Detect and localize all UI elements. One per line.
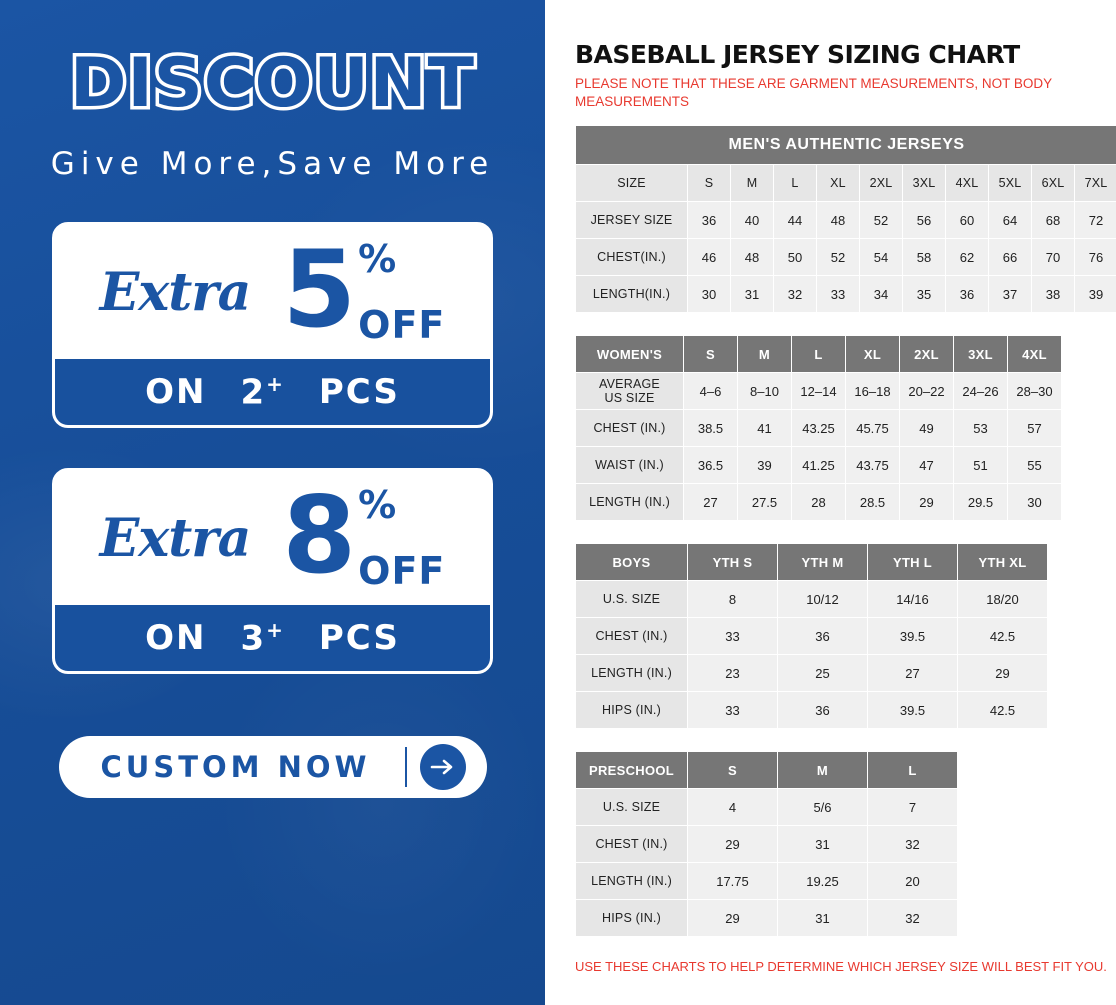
table-row-label: LENGTH (IN.)	[576, 484, 684, 521]
table-cell: 29	[958, 655, 1048, 692]
table-cell: 38.5	[684, 410, 738, 447]
table-row	[576, 789, 958, 826]
table-cell: 28–30	[1008, 373, 1062, 410]
table-cell: 45.75	[846, 410, 900, 447]
table-cell: 66	[989, 239, 1032, 276]
arrow-right-icon	[407, 744, 479, 790]
table-row-label: HIPS (IN.)	[576, 692, 688, 729]
table-row	[576, 655, 1048, 692]
table-cell: 51	[954, 447, 1008, 484]
table-row	[576, 410, 1062, 447]
offer-off-label: OFF	[358, 549, 446, 593]
offer-percent-symbol: %	[358, 483, 397, 527]
table-cell: 4–6	[684, 373, 738, 410]
sizing-table	[575, 543, 1048, 729]
table-cell: 56	[903, 202, 946, 239]
offer-card-bottom	[55, 605, 490, 671]
table-column-header: L	[774, 165, 817, 202]
table-cell: 33	[817, 276, 860, 313]
table-cell: 42.5	[958, 692, 1048, 729]
table-cell: 33	[688, 692, 778, 729]
table-cell: 46	[688, 239, 731, 276]
table-banner-row	[576, 126, 1116, 165]
table-cell: 42.5	[958, 618, 1048, 655]
table-cell: 47	[900, 447, 954, 484]
table-cell: 30	[1008, 484, 1062, 521]
table-cell: 36.5	[684, 447, 738, 484]
table-cell: 58	[903, 239, 946, 276]
table-cell: 31	[778, 900, 868, 937]
table-cell: 35	[903, 276, 946, 313]
table-cell: 5/6	[778, 789, 868, 826]
table-cell: 17.75	[688, 863, 778, 900]
table-cell: 72	[1075, 202, 1116, 239]
custom-now-label: CUSTOM NOW	[67, 747, 407, 787]
table-cell: 64	[989, 202, 1032, 239]
table-row	[576, 581, 1048, 618]
offer-card-top	[55, 471, 490, 605]
table-column-header: M	[738, 336, 792, 373]
table-column-header: 4XL	[1008, 336, 1062, 373]
table-row-label: LENGTH (IN.)	[576, 863, 688, 900]
table-row-label: CHEST(IN.)	[576, 239, 688, 276]
table-cell: 48	[731, 239, 774, 276]
table-header-label: SIZE	[576, 165, 688, 202]
table-column-header: M	[778, 752, 868, 789]
table-cell: 41.25	[792, 447, 846, 484]
table-column-header: M	[731, 165, 774, 202]
table-cell: 32	[774, 276, 817, 313]
tables-container	[575, 125, 1116, 937]
table-header-row	[576, 544, 1048, 581]
table-cell: 18/20	[958, 581, 1048, 618]
table-cell: 25	[778, 655, 868, 692]
table-column-header: YTH M	[778, 544, 868, 581]
page-title: DISCOUNT	[70, 44, 475, 123]
table-cell: 12–14	[792, 373, 846, 410]
table-cell: 20–22	[900, 373, 954, 410]
table-column-header: 2XL	[860, 165, 903, 202]
table-cell: 30	[688, 276, 731, 313]
table-column-header: XL	[846, 336, 900, 373]
table-cell: 29	[900, 484, 954, 521]
offer-pcs-label: PCS	[318, 618, 400, 658]
table-column-header: 4XL	[946, 165, 989, 202]
table-column-header: S	[688, 752, 778, 789]
table-cell: 60	[946, 202, 989, 239]
sizing-charts-panel	[545, 0, 1116, 1005]
table-row	[576, 239, 1116, 276]
table-cell: 36	[946, 276, 989, 313]
table-cell: 70	[1032, 239, 1075, 276]
table-cell: 36	[778, 692, 868, 729]
table-row	[576, 692, 1048, 729]
table-cell: 19.25	[778, 863, 868, 900]
table-cell: 57	[1008, 410, 1062, 447]
chart-footer-note: USE THESE CHARTS TO HELP DETERMINE WHICH JERSEY SIZE WILL BEST FIT YOU.	[575, 959, 1107, 975]
table-row-label: HIPS (IN.)	[576, 900, 688, 937]
table-column-header: 6XL	[1032, 165, 1075, 202]
table-cell: 55	[1008, 447, 1062, 484]
table-cell: 20	[868, 863, 958, 900]
sizing-table	[575, 125, 1116, 313]
table-column-header: XL	[817, 165, 860, 202]
table-cell: 39	[1075, 276, 1116, 313]
table-cell: 40	[731, 202, 774, 239]
custom-now-button[interactable]	[59, 736, 487, 798]
table-column-header: 7XL	[1075, 165, 1116, 202]
table-cell: 36	[688, 202, 731, 239]
table-row	[576, 276, 1116, 313]
table-row-label: CHEST (IN.)	[576, 410, 684, 447]
table-cell: 27.5	[738, 484, 792, 521]
table-column-header: L	[868, 752, 958, 789]
table-cell: 68	[1032, 202, 1075, 239]
table-cell: 24–26	[954, 373, 1008, 410]
table-row-label: LENGTH(IN.)	[576, 276, 688, 313]
table-column-header: 3XL	[954, 336, 1008, 373]
table-cell: 39.5	[868, 618, 958, 655]
table-row	[576, 447, 1062, 484]
table-cell: 50	[774, 239, 817, 276]
table-cell: 52	[817, 239, 860, 276]
offer-quantity: 2+	[240, 371, 285, 413]
table-cell: 27	[868, 655, 958, 692]
table-row	[576, 826, 958, 863]
offer-quantity: 3+	[240, 617, 285, 659]
table-cell: 44	[774, 202, 817, 239]
chart-heading: BASEBALL JERSEY SIZING CHART	[575, 40, 1020, 69]
table-column-header: 5XL	[989, 165, 1032, 202]
table-column-header: 2XL	[900, 336, 954, 373]
table-cell: 36	[778, 618, 868, 655]
offer-extra-label: Extra	[99, 507, 251, 569]
table-column-header: YTH XL	[958, 544, 1048, 581]
table-row-label: LENGTH (IN.)	[576, 655, 688, 692]
offer-extra-label: Extra	[99, 261, 251, 323]
table-column-header: S	[684, 336, 738, 373]
offer-card-8-percent[interactable]	[52, 468, 493, 674]
table-cell: 41	[738, 410, 792, 447]
offer-number: 8	[282, 474, 357, 597]
table-header-label: BOYS	[576, 544, 688, 581]
table-cell: 7	[868, 789, 958, 826]
table-header-row	[576, 752, 958, 789]
table-cell: 43.75	[846, 447, 900, 484]
offer-number: 5	[282, 228, 357, 351]
table-cell: 28.5	[846, 484, 900, 521]
offer-on-label: ON	[145, 372, 207, 412]
table-cell: 31	[778, 826, 868, 863]
table-row-label: CHEST (IN.)	[576, 618, 688, 655]
table-row-label: WAIST (IN.)	[576, 447, 684, 484]
table-cell: 4	[688, 789, 778, 826]
table-row-label: CHEST (IN.)	[576, 826, 688, 863]
offer-on-label: ON	[145, 618, 207, 658]
table-column-header: YTH L	[868, 544, 958, 581]
offer-amount	[282, 228, 446, 351]
table-cell: 39.5	[868, 692, 958, 729]
promo-tagline: Give More,Save More	[50, 146, 495, 182]
offer-amount	[282, 474, 446, 597]
chart-note: PLEASE NOTE THAT THESE ARE GARMENT MEASUREMENTS, NOT BODY MEASUREMENTS	[575, 76, 1052, 110]
offer-percent-symbol: %	[358, 237, 397, 281]
table-cell: 32	[868, 900, 958, 937]
table-cell: 14/16	[868, 581, 958, 618]
table-cell: 38	[1032, 276, 1075, 313]
table-cell: 53	[954, 410, 1008, 447]
table-header-row	[576, 165, 1116, 202]
table-cell: 10/12	[778, 581, 868, 618]
table-row	[576, 618, 1048, 655]
table-cell: 54	[860, 239, 903, 276]
table-row	[576, 900, 958, 937]
table-cell: 52	[860, 202, 903, 239]
table-cell: 48	[817, 202, 860, 239]
table-row-label: JERSEY SIZE	[576, 202, 688, 239]
offer-off-label: OFF	[358, 303, 446, 347]
table-column-header: L	[792, 336, 846, 373]
table-cell: 16–18	[846, 373, 900, 410]
table-row	[576, 373, 1062, 410]
discount-promo-panel	[0, 0, 545, 1005]
table-row	[576, 484, 1062, 521]
table-cell: 32	[868, 826, 958, 863]
table-banner: MEN'S AUTHENTIC JERSEYS	[576, 126, 1116, 165]
offer-card-5-percent[interactable]	[52, 222, 493, 428]
table-row	[576, 202, 1116, 239]
table-header-label: WOMEN'S	[576, 336, 684, 373]
table-cell: 34	[860, 276, 903, 313]
table-header-label: PRESCHOOL	[576, 752, 688, 789]
table-cell: 8	[688, 581, 778, 618]
table-cell: 76	[1075, 239, 1116, 276]
table-row-label: U.S. SIZE	[576, 789, 688, 826]
table-cell: 23	[688, 655, 778, 692]
table-cell: 37	[989, 276, 1032, 313]
table-cell: 8–10	[738, 373, 792, 410]
offer-pcs-label: PCS	[318, 372, 400, 412]
table-cell: 29.5	[954, 484, 1008, 521]
sizing-table	[575, 335, 1062, 521]
table-cell: 28	[792, 484, 846, 521]
table-cell: 29	[688, 826, 778, 863]
table-column-header: S	[688, 165, 731, 202]
table-cell: 27	[684, 484, 738, 521]
table-column-header: YTH S	[688, 544, 778, 581]
sizing-table	[575, 751, 958, 937]
table-cell: 49	[900, 410, 954, 447]
table-cell: 43.25	[792, 410, 846, 447]
table-cell: 39	[738, 447, 792, 484]
offer-card-top	[55, 225, 490, 359]
table-column-header: 3XL	[903, 165, 946, 202]
offer-card-bottom	[55, 359, 490, 425]
table-cell: 33	[688, 618, 778, 655]
table-cell: 62	[946, 239, 989, 276]
table-row-label: AVERAGE US SIZE	[576, 373, 684, 410]
table-cell: 31	[731, 276, 774, 313]
table-row-label: U.S. SIZE	[576, 581, 688, 618]
table-cell: 29	[688, 900, 778, 937]
table-row	[576, 863, 958, 900]
table-header-row	[576, 336, 1062, 373]
